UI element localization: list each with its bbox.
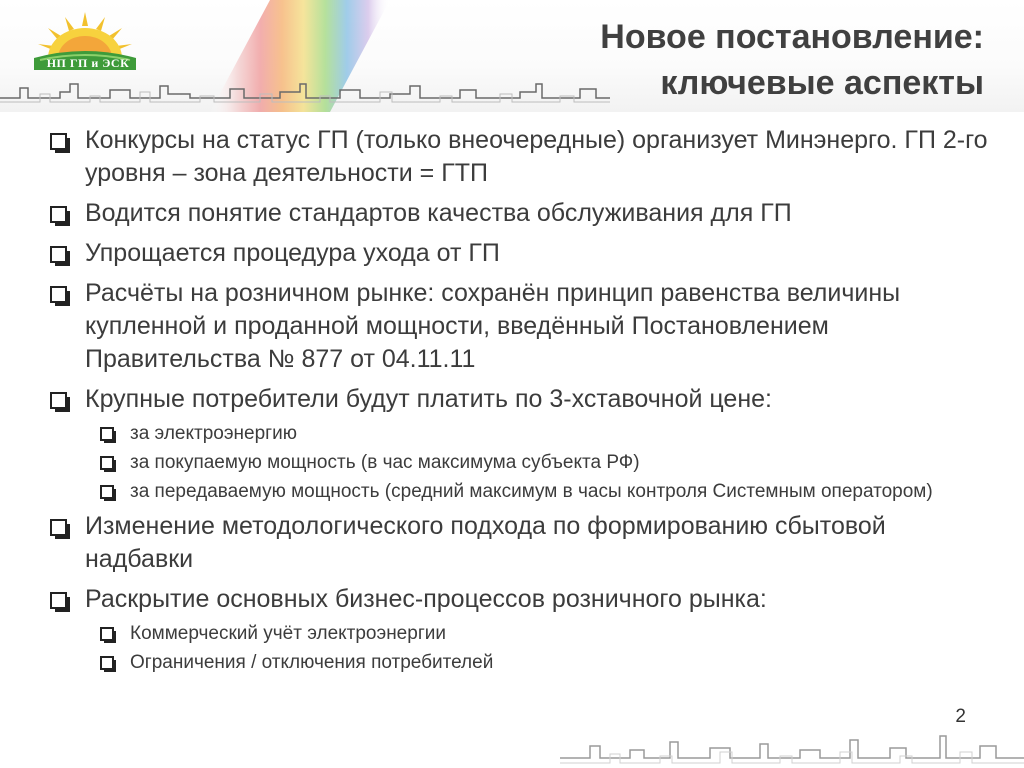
list-item <box>48 197 988 230</box>
checkbox-bullet-icon <box>50 592 67 609</box>
sub-list-item <box>48 620 988 647</box>
checkbox-bullet-icon <box>50 519 67 536</box>
checkbox-bullet-icon <box>100 627 114 641</box>
title-line-1: Новое постановление: <box>600 18 984 56</box>
checkbox-bullet-icon <box>100 456 114 470</box>
logo-text: НП ГП и ЭСК <box>46 56 130 70</box>
checkbox-bullet-icon <box>50 206 67 223</box>
title-line-2: ключевые аспекты <box>660 64 984 102</box>
list-item <box>48 237 988 270</box>
list-item-text: Расчёты на розничном рынке: сохранён принцип равенства величины купленной и проданной мощности, введённый Постановлением Правительства № 877 от 04.11.11 <box>85 279 901 373</box>
checkbox-bullet-icon <box>50 133 67 150</box>
list-item <box>48 383 988 416</box>
checkbox-bullet-icon <box>50 392 67 409</box>
checkbox-bullet-icon <box>100 656 114 670</box>
checkbox-bullet-icon <box>50 286 67 303</box>
skyline-bottom-decoration <box>560 728 1024 768</box>
list-item <box>48 583 988 616</box>
list-item <box>48 124 988 190</box>
page-number: 2 <box>955 706 966 727</box>
sub-list-item-text: за покупаемую мощность (в час максимума субъекта РФ) <box>130 452 640 473</box>
checkbox-bullet-icon <box>50 246 67 263</box>
list-item-text: Крупные потребители будут платить по 3-хставочной цене: <box>85 385 772 413</box>
sub-list-item <box>48 449 988 476</box>
sub-list-item-text: Коммерческий учёт электроэнергии <box>130 623 446 644</box>
checkbox-bullet-icon <box>100 427 114 441</box>
list-item-text: Раскрытие основных бизнес-процессов розничного рынка: <box>85 585 767 613</box>
bullet-list <box>48 124 988 681</box>
list-item <box>48 277 988 376</box>
sub-list-item-text: за передаваемую мощность (средний максимум в часы контроля Системным оператором) <box>130 481 933 502</box>
list-item-text: Водится понятие стандартов качества обслуживания для ГП <box>85 199 792 227</box>
page-title <box>384 14 984 106</box>
checkbox-bullet-icon <box>100 485 114 499</box>
list-item-text: Конкурсы на статус ГП (только внеочередные) организует Минэнерго. ГП 2-го уровня – зона деятельности = ГТП <box>85 126 988 187</box>
sub-list-item-text: Ограничения / отключения потребителей <box>130 652 494 673</box>
list-item-text: Изменение методологического подхода по формированию сбытовой надбавки <box>85 512 886 573</box>
sub-list-item <box>48 420 988 447</box>
sub-list-item <box>48 649 988 676</box>
list-item-text: Упрощается процедура ухода от ГП <box>85 239 500 267</box>
sub-list-item-text: за электроэнергию <box>130 423 297 444</box>
sub-list-item <box>48 478 988 505</box>
list-item <box>48 510 988 576</box>
